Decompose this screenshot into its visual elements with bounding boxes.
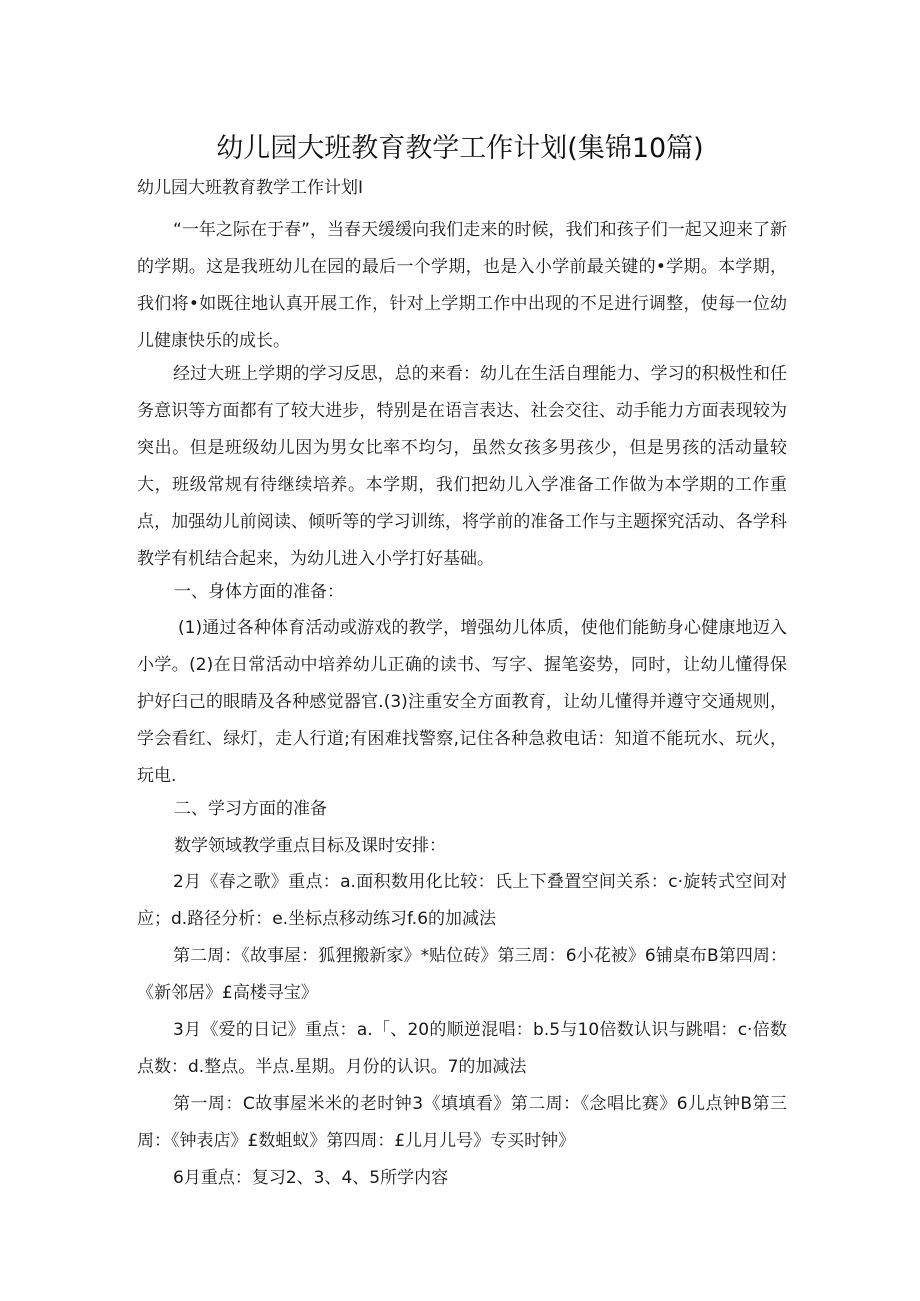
document-subtitle: 幼儿园大班教育教学工作计划I xyxy=(137,178,364,198)
february-weeks-paragraph: 第二周：《故事屋：狐狸搬新家》*贴位砖》第三周：6小花被》6铺桌布B第四周：《新邻居》£高楼寻宝》 xyxy=(137,946,787,1003)
february-paragraph: 2月《春之歌》重点：a.面积数用化比较：氏上下叠置空间关系：c·旋转式空间对应；d.路径分析：e.坐标点移动练习f.6的加减法 xyxy=(137,872,787,929)
intro-paragraph: “一年之际在于春”，当春天缓缓向我们走来的时候，我们和孩子们一起又迎来了新的学期。这是我班幼儿在园的最后一个学期，也是入小学前最关键的•学期。本学期，我们将•如既往地认真开展工作，针对上学期工作中出现的不足进行调整，使每一位幼儿健康快乐的成长。 xyxy=(137,220,787,351)
march-paragraph: 3月《爱的日记》重点：a.「、20的顺逆混唱：b.5与10倍数认识与跳唱：c·倍数点数：d.整点。半点.星期。月份的认识。7的加减法 xyxy=(137,1020,787,1077)
body-items-paragraph: (1)通过各种体育活动或游戏的教学，增强幼儿体质，使他们能鲂身心健康地迈入小学。(2)在日常活动中培养幼儿正确的读书、写字、握笔姿势，同时，让幼儿懂得保护好臼己的眼睛及各种感觉器官.(3)注重安全方面教育，让幼儿懂得并遵守交通规则，学会看红、绿灯，走人行道;有困难找警察,记住各种急救电话：知道不能玩水、玩火，玩电. xyxy=(137,618,787,786)
june-paragraph: 6月重点：复习2、3、4、5所学内容 xyxy=(173,1168,449,1188)
section-heading-study: 二、学习方面的准备 xyxy=(174,799,327,819)
review-paragraph: 经过大班上学期的学习反思，总的来看：幼儿在生活自理能力、学习的积极性和任务意识等方面都有了较大进步，特别是在语言表达、社会交往、动手能力方面表现较为突出。但是班级幼儿因为男女比率不均匀，虽然女孩多男孩少，但是男孩的活动量较大，班级常规有待继续培养。本学期，我们把幼儿入学准备工作做为本学期的工作重点，加强幼儿前阅读、倾听等的学习训练，将学前的准备工作与主题探究活动、各学科教学有机结合起来，为幼儿进入小学打好基础。 xyxy=(137,364,787,569)
math-heading: 数学领域教学重点目标及课时安排： xyxy=(174,836,446,856)
document-title: 幼儿园大班教育教学工作计划(集锦10篇) xyxy=(216,133,704,164)
section-heading-body: 一、身体方面的准备： xyxy=(174,582,344,602)
march-weeks-paragraph: 第一周：C故事屋米米的老时钟3《填填看》第二周：《念唱比赛》6儿点钟B第三周：《钟表店》£数蛆蚁》第四周：£儿月儿号》专买时钟》 xyxy=(137,1094,787,1151)
